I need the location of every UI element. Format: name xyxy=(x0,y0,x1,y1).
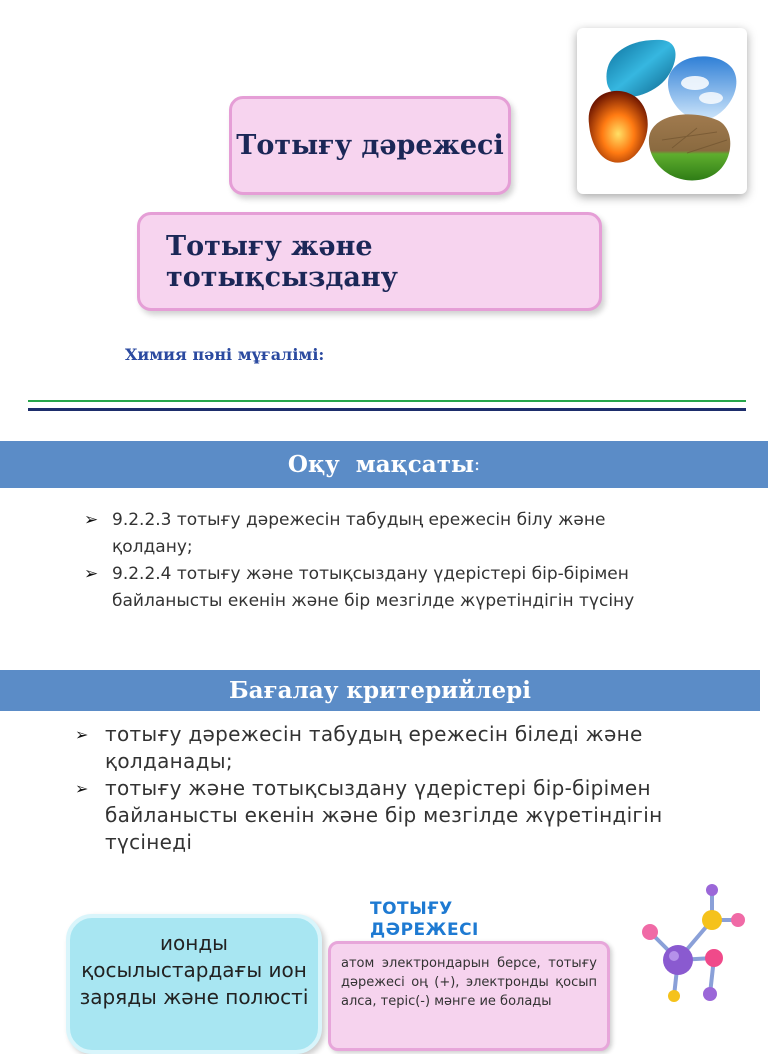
definition-box xyxy=(328,941,610,1051)
arrow-bullet-icon: ➢ xyxy=(84,564,99,584)
title-sub: Тотығу және тотықсыздану xyxy=(166,230,398,293)
criteria-list xyxy=(75,721,735,856)
definition-text: атом электрондарын берсе, тотығу дәрежесі оң (+), электронды қосып алса, теріс(-) мәнге ие болады xyxy=(341,956,597,1009)
list-item xyxy=(84,507,684,561)
goal-text: 9.2.2.3 тотығу дәрежесін табудың ережесін білу және қолдану; xyxy=(112,510,606,557)
arrow-bullet-icon: ➢ xyxy=(84,510,99,530)
goal-text: 9.2.2.4 тотығу және тотықсыздану үдерістері бір-бірімен байланысты екенін және бір мезгілде жүретіндігін түсіну xyxy=(112,564,635,611)
ion-text: ионды қосылыстардағы ион заряды және полюсті xyxy=(79,931,309,1009)
divider-navy xyxy=(28,408,746,411)
divider-green xyxy=(28,400,746,402)
criteria-text: тотығу дәрежесін табудың ережесін біледі және қолданады; xyxy=(105,722,643,773)
four-elements-picture xyxy=(577,28,747,194)
criteria-text: тотығу және тотықсыздану үдерістері бір-бірімен байланысты екенін және бір мезгілде жүретіндігін түсінеді xyxy=(105,776,663,854)
goals-header-bar xyxy=(0,441,768,488)
teacher-label: Химия пәні мұғалімі: xyxy=(125,345,325,364)
title-main-box xyxy=(229,96,511,195)
criteria-header-bar xyxy=(0,670,760,711)
molecule-model xyxy=(630,880,750,1004)
arrow-bullet-icon: ➢ xyxy=(75,779,89,798)
list-item xyxy=(75,721,735,775)
criteria-heading: Бағалау критерийлері xyxy=(229,677,531,704)
oxidation-state-heading: ТОТЫҒУ ДӘРЕЖЕСІ xyxy=(370,899,479,940)
goals-heading: Оқу мақсаты xyxy=(287,451,475,478)
goals-heading-colon: : xyxy=(474,454,481,475)
ion-info-box xyxy=(66,914,322,1054)
elements-illustration xyxy=(577,28,747,194)
goals-list xyxy=(84,507,684,615)
list-item xyxy=(84,561,684,615)
title-sub-box xyxy=(137,212,602,311)
list-item xyxy=(75,775,735,856)
arrow-bullet-icon: ➢ xyxy=(75,725,89,744)
title-main: Тотығу дәрежесі xyxy=(236,130,504,161)
